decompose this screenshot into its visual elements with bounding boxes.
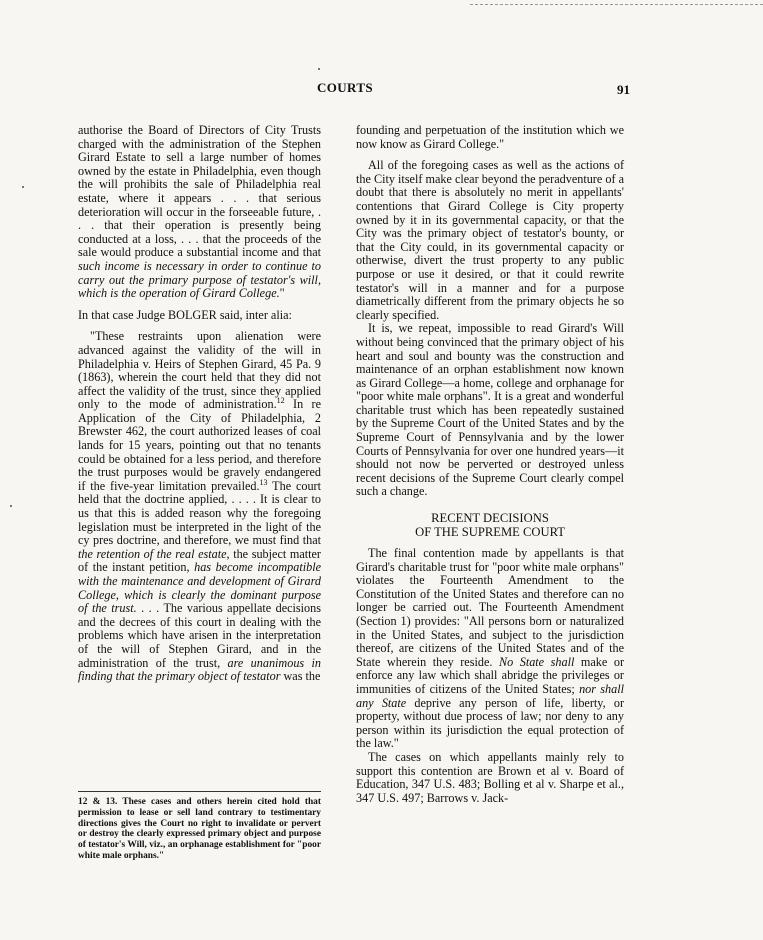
left-column bbox=[78, 124, 321, 684]
text-run: was the bbox=[280, 669, 321, 684]
fourteenth-amendment-paragraph bbox=[356, 547, 624, 751]
footnote-12-13 bbox=[78, 797, 321, 862]
text-run: The court held that the doctrine applied, . . . . It is clear to us that this is added reason why the foregoing legislation must be interpreted in the light of the cy pres doctrine, and therefore, we must find that bbox=[78, 478, 321, 548]
right-column bbox=[356, 124, 624, 805]
footnote-mark: 12 & 13. bbox=[78, 797, 118, 807]
footnote-divider bbox=[78, 791, 321, 792]
page-number: 91 bbox=[617, 82, 630, 97]
cases-relied-paragraph: The cases on which appellants mainly rely to support this contention are Brown et al v. Board of Education, 347 U.S. 483; Bolling et al v. Sharpe et al., 347 U.S. 497; Barrows v. Jack- bbox=[356, 749, 624, 805]
heading-line-1: RECENT DECISIONS bbox=[431, 511, 549, 526]
quote-continuation-paragraph bbox=[78, 124, 321, 301]
bolger-quote-paragraph bbox=[78, 330, 321, 683]
text-run: deprive any person of life, liberty, or property, without due process of law; nor deny to any person within its jurisdiction the equal protection of the law." bbox=[356, 695, 624, 751]
emphasis-run: has become incompatible with the maintenance and development of Girard College, which is clearly the dominant purpose of the trust. bbox=[78, 560, 322, 616]
emphasis-run: No State shall bbox=[498, 654, 575, 669]
section-heading bbox=[356, 511, 624, 539]
footnote-ref-12: 12 bbox=[276, 396, 285, 406]
intro-paragraph: In that case Judge BOLGER said, inter alia: bbox=[78, 307, 292, 322]
heading-line-2: OF THE SUPREME COURT bbox=[415, 525, 565, 540]
quote-end-paragraph: founding and perpetuation of the institution which we now know as Girard College." bbox=[356, 123, 624, 151]
running-head: COURTS bbox=[316, 80, 374, 95]
text-run: The final contention made by appellants is that Girard's charitable trust for "poor white male orphans" violates the Fourteenth Amendment to the Constitution of the United States and therefore can no longer be carried out. The Fourteenth Amendment (Section 1) provides: "All persons born or naturalized in the United States, and subject to the jurisdiction thereof, are citizens of the United States and of the State wherein they reside. bbox=[356, 546, 624, 669]
text-run: authorise the Board of Directors of City Trusts charged with the administration of the Stephen Girard Estate to sell a large number of homes owned by the estate in Philadelphia, even though the will prohibits the sale of Philadelphia real estate, where it appears . . . that serious deterioration will occur in the forseeable future, . . . that their operation is presently being conducted at a loss, . . . that the proceeds of the sale would produce a substantial income and that bbox=[78, 123, 321, 260]
top-edge-rule bbox=[470, 4, 763, 5]
text-run: make or enforce any law which shall abridge the privileges or immunities of citizens of the United States; bbox=[356, 654, 625, 696]
text-run: the subject matter of the instant petition, bbox=[78, 546, 321, 575]
primary-object-paragraph: It is, we repeat, impossible to read Girard's Will without being convinced that the primary object of his heart and soul and bounty was the construction and maintenance of an orphan establishment now known as Girard College—a home, college and orphanage for "poor white male orphans". It is a great and wonderful charitable trust which has been repeatedly sustained by the Supreme Court of the United States and by the Supreme Court of Pennsylvania and by the lower Courts of Pennsylvania for over one hundred years—it should not now be perverted or destroyed unless recent decisions of the Supreme Court clearly compel such a change. bbox=[356, 321, 624, 499]
footnote-text: These cases and others herein cited hold that permission to lease or sell land contrary to testimentary directions gives the Court no right to invalidate or pervert or destroy the clearly expressed primary object and purpose of testator's Will, viz., an orphanage establishment for "poor white male orphans." bbox=[78, 797, 321, 861]
text-run: "These restraints upon alienation were advanced against the validity of the will in Philadelphia v. Heirs of Stephen Girard, 45 Pa. 9 (1863), wherein the court held that they did not affect the validity of the trust, since they applied only to the mode of administration. bbox=[78, 329, 321, 412]
text-run: . . . The various appellate decisions and the decrees of this court in dealing with the problems which have arisen in the interpretation of the will of Stephen Girard, and in the administration of the trust, bbox=[78, 601, 321, 670]
emphasis-run: nor shall any State bbox=[356, 681, 624, 710]
footnote-ref-13: 13 bbox=[259, 477, 268, 487]
foregoing-cases-paragraph: All of the foregoing cases as well as the actions of the City itself make clear beyond the peradventure of a doubt that there is absolutely no merit in appellants' contentions that Girard College is City property owned by it in its governmental capacity, or that the City was the primary object of testator's bounty, or that the City could, in its governmental capacity or otherwise, divert the trust property to any public purpose or use it desired, or that it could rewrite testator's will in a manner and for a purpose diametrically different from the primary objects he so clearly specified. bbox=[356, 158, 624, 322]
text-run: In re Application of the City of Philadelphia, 2 Brewster 462, the court authorized leases of coal lands for 15 years, pointing out that no tenants could be obtained for a less period, and therefore the trust purposes would be gravely endangered if the five-year limitation prevailed. bbox=[78, 397, 322, 493]
text-run: " bbox=[279, 286, 285, 301]
emphasis-run: such income is necessary in order to continue to carry out the primary purpose of testator's will, which is the operation of Girard College. bbox=[78, 258, 321, 301]
emphasis-run: the retention of the real estate, bbox=[78, 546, 230, 561]
scan-speck bbox=[22, 186, 24, 188]
scan-speck bbox=[10, 505, 12, 507]
scan-speck bbox=[318, 68, 320, 70]
emphasis-run: are unanimous in finding that the primary object of testator bbox=[78, 655, 321, 684]
